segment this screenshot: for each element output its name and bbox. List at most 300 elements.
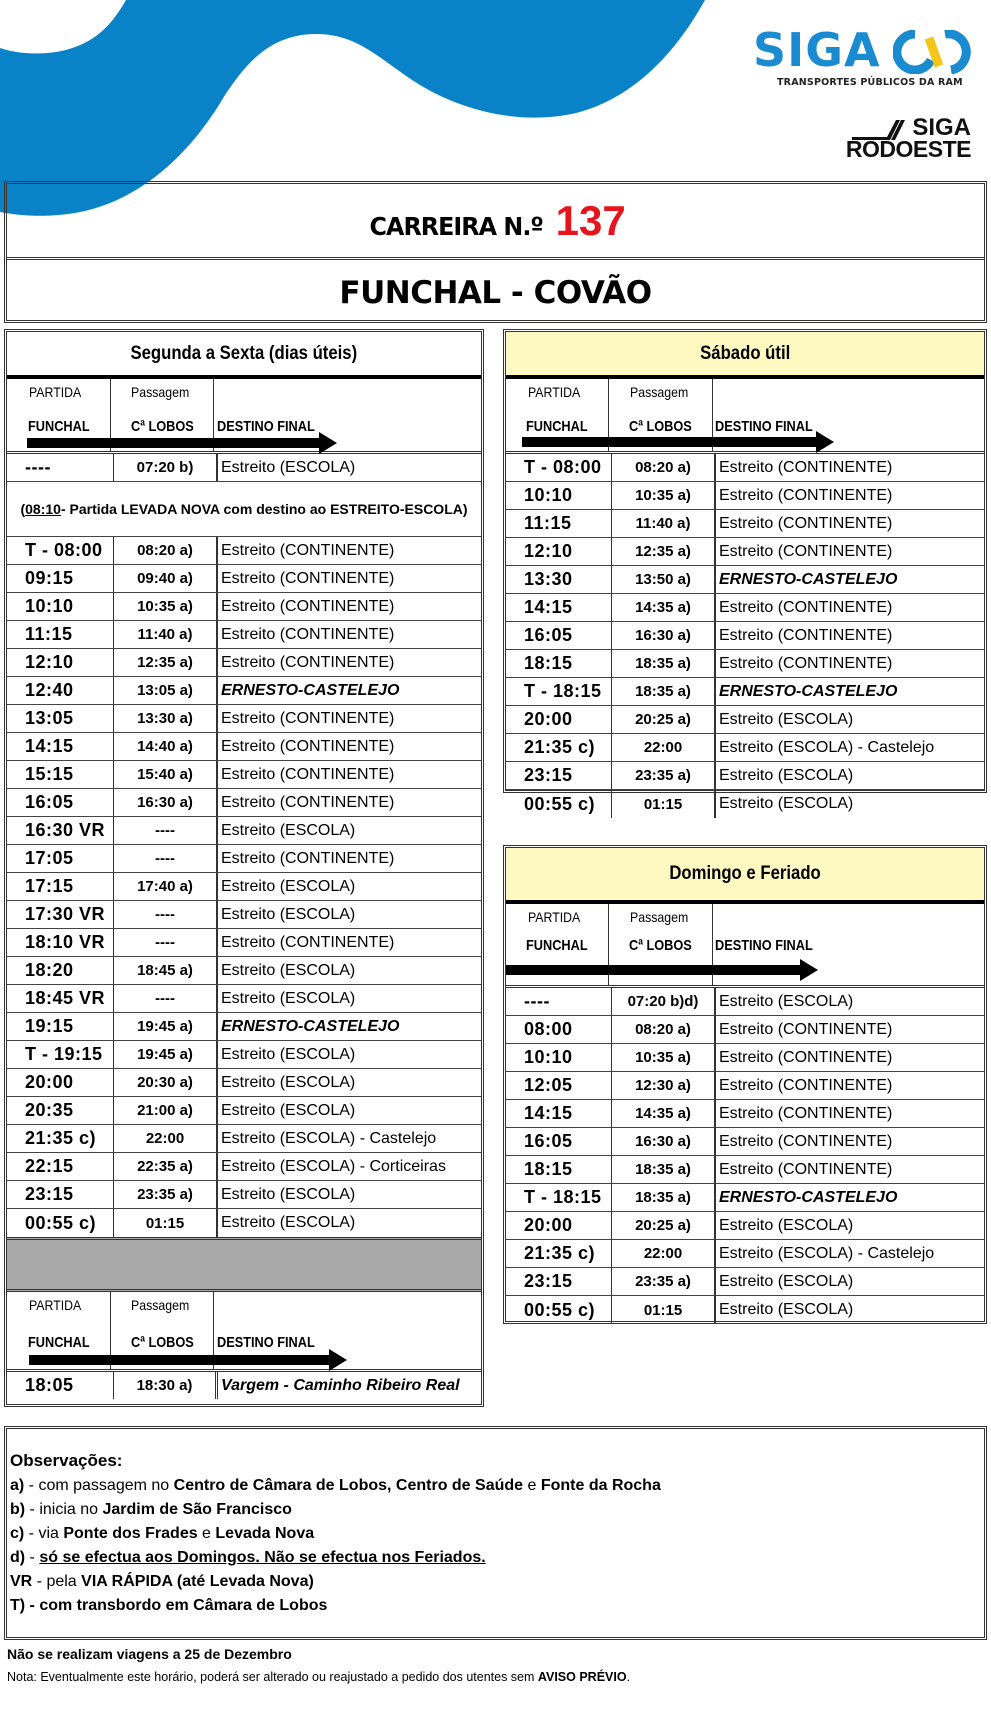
schedule-row	[506, 1128, 984, 1156]
weekday-heading	[7, 332, 481, 379]
departure-time: 17:05	[7, 845, 114, 872]
departure-time: T - 08:00	[7, 537, 114, 564]
schedule-row	[506, 734, 984, 762]
schedule-row	[506, 454, 984, 482]
header-partida: PARTIDA	[29, 1297, 82, 1313]
passage-time: 19:45 a)	[114, 1041, 218, 1068]
schedule-row	[7, 929, 481, 957]
observation-text: Levada Nova	[215, 1525, 315, 1542]
destination: Estreito (CONTINENTE)	[221, 765, 395, 783]
departure-time: 12:10	[506, 538, 612, 565]
passage-time: 18:30 a)	[114, 1372, 218, 1399]
passage-time: 22:00	[612, 1240, 716, 1267]
schedule-row	[506, 790, 984, 818]
direction-arrow-icon	[27, 432, 337, 454]
destination: Estreito (CONTINENTE)	[719, 1020, 893, 1038]
destination: Estreito (CONTINENTE)	[719, 1048, 893, 1066]
passage-time: 14:35 a)	[612, 594, 716, 621]
observation-text: Jardim de São Francisco	[102, 1501, 292, 1518]
passage-time: ----	[114, 985, 218, 1012]
destination: Estreito (ESCOLA)	[719, 1301, 854, 1318]
departure-time: 00:55 c)	[506, 790, 612, 818]
destination: Estreito (CONTINENTE)	[221, 737, 395, 755]
schedule-row	[7, 761, 481, 789]
destination: Estreito (ESCOLA)	[221, 1185, 356, 1203]
passage-time: 23:35 a)	[612, 1268, 716, 1295]
destination: Estreito (CONTINENTE)	[221, 541, 395, 559]
departure-time: 16:30 VR	[7, 817, 114, 844]
schedule-row	[506, 1240, 984, 1268]
departure-time: 19:15	[7, 1013, 114, 1040]
weekday-extra-rows	[7, 1372, 481, 1399]
observation-item	[10, 1570, 984, 1594]
departure-time: 12:40	[7, 677, 114, 704]
destination: Estreito (CONTINENTE)	[221, 793, 395, 811]
schedule-row	[7, 1153, 481, 1181]
passage-time: 12:30 a)	[612, 1072, 716, 1099]
departure-time: 16:05	[506, 622, 612, 649]
destination: Estreito (ESCOLA)	[221, 1073, 356, 1091]
header-funchal: FUNCHAL	[28, 418, 90, 435]
passage-time: 07:20 b)	[114, 454, 218, 481]
schedule-row	[7, 789, 481, 817]
header-passagem: Passagem	[131, 1297, 190, 1313]
departure-time: 23:15	[7, 1181, 114, 1208]
sunday-column-header	[506, 904, 984, 988]
schedule-row	[7, 537, 481, 565]
weekday-rows	[7, 537, 481, 1237]
passage-time: 22:00	[612, 734, 716, 761]
departure-time: 12:10	[7, 649, 114, 676]
observation-text: (até Levada Nova)	[172, 1573, 314, 1590]
weekday-column-header	[7, 379, 481, 454]
passage-time: 12:35 a)	[612, 538, 716, 565]
schedule-row	[7, 454, 481, 482]
no-service-notice: Não se realizam viagens a 25 de Dezembro	[7, 1646, 292, 1662]
departure-time: 20:35	[7, 1097, 114, 1124]
schedule-row	[7, 1125, 481, 1153]
schedule-row	[506, 1156, 984, 1184]
destination: Estreito (ESCOLA)	[719, 710, 854, 728]
passage-time: 16:30 a)	[612, 1128, 716, 1155]
observation-item	[10, 1522, 984, 1546]
destination: Estreito (CONTINENTE)	[719, 486, 893, 504]
passage-time: 08:20 a)	[612, 454, 716, 481]
departure-time: 18:05	[7, 1372, 114, 1399]
carreira-title	[7, 184, 984, 260]
schedule-row	[7, 817, 481, 845]
departure-time: 10:10	[506, 1044, 612, 1071]
departure-time: 11:15	[506, 510, 612, 537]
observations-panel	[4, 1426, 987, 1640]
destination: Estreito (ESCOLA)	[221, 989, 356, 1007]
schedule-row	[506, 1044, 984, 1072]
observation-text: só se efectua aos Domingos. Não se efectua nos Feriados.	[39, 1549, 486, 1566]
destination: Estreito (ESCOLA)	[719, 992, 854, 1010]
passage-time: 14:35 a)	[612, 1100, 716, 1127]
separator-band	[7, 1237, 481, 1292]
schedule-row	[506, 988, 984, 1016]
passage-time: 15:40 a)	[114, 761, 218, 788]
saturday-column-header	[506, 379, 984, 454]
destination: ERNESTO-CASTELEJO	[221, 1017, 400, 1035]
destination: Estreito (ESCOLA) - Castelejo	[719, 1244, 935, 1262]
departure-time: 14:15	[506, 594, 612, 621]
destination: Estreito (ESCOLA)	[221, 458, 356, 476]
destination: Estreito (ESCOLA)	[221, 1045, 356, 1063]
sunday-rows	[506, 988, 984, 1324]
passage-time: 12:35 a)	[114, 649, 218, 676]
passage-time: ----	[114, 845, 218, 872]
passage-time: 22:35 a)	[114, 1153, 218, 1180]
observation-item	[10, 1474, 984, 1498]
schedule-row	[506, 1072, 984, 1100]
passage-time: 23:35 a)	[612, 762, 716, 789]
weekday-extra-column-header	[7, 1292, 481, 1372]
departure-time: 18:20	[7, 957, 114, 984]
observation-key: a)	[10, 1477, 25, 1494]
weekday-note-row	[7, 482, 481, 537]
note-time: 08:10	[25, 501, 61, 517]
passage-time: 08:20 a)	[612, 1016, 716, 1043]
schedule-change-note	[7, 1670, 630, 1684]
departure-time: 14:15	[7, 733, 114, 760]
header-lobos: Cª LOBOS	[629, 418, 692, 435]
weekday-heading-text: Segunda a Sexta (dias úteis)	[130, 342, 358, 364]
note-text: - Partida LEVADA NOVA com destino ao ESTREITO-ESCOLA)	[60, 501, 468, 517]
observation-text: e	[197, 1525, 216, 1542]
passage-time: 18:35 a)	[612, 1184, 716, 1211]
schedule-row	[506, 1296, 984, 1324]
passage-time: ----	[114, 901, 218, 928]
observation-text: - via	[24, 1525, 64, 1542]
destination: Estreito (ESCOLA)	[221, 905, 356, 923]
observations-title: Observações:	[10, 1451, 123, 1470]
departure-time: T - 18:15	[506, 1184, 612, 1211]
destination: Estreito (CONTINENTE)	[221, 933, 395, 951]
observation-text: -	[25, 1549, 40, 1566]
destination: ERNESTO-CASTELEJO	[719, 570, 898, 588]
destination: Estreito (ESCOLA) - Corticeiras	[221, 1157, 446, 1175]
passage-time: 10:35 a)	[612, 482, 716, 509]
destination: Estreito (CONTINENTE)	[221, 849, 395, 867]
departure-time: 22:15	[7, 1153, 114, 1180]
departure-time: 11:15	[7, 621, 114, 648]
note-open: (	[20, 501, 26, 517]
passage-time: 18:35 a)	[612, 678, 716, 705]
destination: Estreito (CONTINENTE)	[719, 598, 893, 616]
schedule-row	[506, 1212, 984, 1240]
passage-time: 23:35 a)	[114, 1181, 218, 1208]
header-lobos: Cª LOBOS	[131, 1334, 194, 1351]
destination: Estreito (ESCOLA)	[221, 1214, 356, 1231]
passage-time: 22:00	[114, 1125, 218, 1152]
departure-time: 17:30 VR	[7, 901, 114, 928]
schedule-row	[7, 705, 481, 733]
destination: Estreito (ESCOLA) - Castelejo	[221, 1129, 437, 1147]
schedule-row	[506, 678, 984, 706]
passage-time: 01:15	[612, 790, 716, 818]
destination: Estreito (CONTINENTE)	[221, 569, 395, 587]
observation-key: T)	[10, 1597, 26, 1614]
destination: Estreito (CONTINENTE)	[221, 709, 395, 727]
departure-time: T - 08:00	[506, 454, 612, 481]
passage-time: 13:05 a)	[114, 677, 218, 704]
passage-time: 10:35 a)	[114, 593, 218, 620]
header-passagem: Passagem	[630, 384, 689, 400]
departure-time: 18:10 VR	[7, 929, 114, 956]
destination: Estreito (CONTINENTE)	[221, 597, 395, 615]
rodoeste-logo-bottom: RODOESTE	[845, 136, 971, 162]
note-end: .	[626, 1670, 631, 1684]
departure-time: 16:05	[506, 1128, 612, 1155]
destination: Estreito (ESCOLA)	[719, 766, 854, 784]
schedule-row	[506, 482, 984, 510]
departure-time: 08:00	[506, 1016, 612, 1043]
saturday-schedule	[503, 329, 987, 814]
schedule-row	[7, 1209, 481, 1237]
passage-time: ----	[114, 817, 218, 844]
passage-time: 21:00 a)	[114, 1097, 218, 1124]
schedule-row	[7, 901, 481, 929]
passage-time: 16:30 a)	[114, 789, 218, 816]
direction-arrow-icon	[29, 1349, 347, 1371]
observation-text: Fonte da Rocha	[540, 1477, 661, 1494]
destination: Estreito (ESCOLA)	[221, 821, 356, 839]
schedule-row	[506, 538, 984, 566]
passage-time: 09:40 a)	[114, 565, 218, 592]
passage-time: 14:40 a)	[114, 733, 218, 760]
header-partida: PARTIDA	[528, 909, 581, 925]
route-name: FUNCHAL - COVÃO	[339, 275, 652, 311]
note-bold: AVISO PRÉVIO	[537, 1670, 627, 1684]
destination: Estreito (CONTINENTE)	[719, 514, 893, 532]
observation-text: Ponte dos Frades	[63, 1525, 198, 1542]
passage-time: 18:35 a)	[612, 1156, 716, 1183]
schedule-row	[7, 677, 481, 705]
departure-time: 20:00	[7, 1069, 114, 1096]
schedule-row	[7, 1372, 481, 1399]
departure-time: ----	[506, 988, 612, 1015]
destination: Estreito (ESCOLA) - Castelejo	[719, 738, 935, 756]
sunday-heading	[506, 848, 984, 904]
destination: Estreito (ESCOLA)	[719, 795, 854, 812]
passage-time: 18:45 a)	[114, 957, 218, 984]
destination: ERNESTO-CASTELEJO	[719, 682, 898, 700]
destination: Estreito (ESCOLA)	[719, 1272, 854, 1290]
departure-time: 00:55 c)	[7, 1209, 114, 1237]
note-text: Nota: Eventualmente este horário, poderá ser alterado ou reajustado a pedido dos utentes sem	[7, 1670, 538, 1684]
header-lobos: Cª LOBOS	[131, 418, 194, 435]
schedule-row	[7, 985, 481, 1013]
destination: Estreito (CONTINENTE)	[719, 626, 893, 644]
header-partida: PARTIDA	[528, 384, 581, 400]
passage-time: 20:30 a)	[114, 1069, 218, 1096]
sunday-heading-text: Domingo e Feriado	[669, 863, 821, 884]
schedule-row	[506, 1016, 984, 1044]
departure-time: T - 19:15	[7, 1041, 114, 1068]
observation-item	[10, 1546, 984, 1570]
departure-time: 10:10	[506, 482, 612, 509]
destination: Estreito (CONTINENTE)	[719, 654, 893, 672]
passage-time: 07:20 b)d)	[612, 988, 716, 1015]
destination: Estreito (CONTINENTE)	[719, 542, 893, 560]
observation-item	[10, 1498, 984, 1522]
schedule-row	[506, 510, 984, 538]
saturday-rows	[506, 454, 984, 818]
siga-logo-text: SIGA	[753, 23, 881, 77]
carreira-number: 137	[555, 196, 626, 244]
weekday-first-row-container	[7, 454, 481, 482]
weekday-schedule	[4, 329, 484, 1407]
schedule-row	[7, 1097, 481, 1125]
passage-time: 17:40 a)	[114, 873, 218, 900]
passage-time: 18:35 a)	[612, 650, 716, 677]
schedule-row	[7, 1013, 481, 1041]
schedule-row	[506, 762, 984, 790]
carreira-label: CARREIRA N.º	[369, 212, 544, 241]
passage-time: 01:15	[114, 1209, 218, 1237]
departure-time: 18:15	[506, 650, 612, 677]
destination: Estreito (CONTINENTE)	[719, 1132, 893, 1150]
departure-time: 13:05	[7, 705, 114, 732]
passage-time: 11:40 a)	[114, 621, 218, 648]
header-destino: DESTINO FINAL	[217, 418, 315, 435]
header-funchal: FUNCHAL	[526, 418, 588, 435]
departure-time: 17:15	[7, 873, 114, 900]
siga-logo	[753, 23, 973, 78]
observation-text: e	[523, 1477, 541, 1494]
observation-key: b)	[10, 1501, 26, 1518]
destination: Estreito (CONTINENTE)	[719, 1104, 893, 1122]
departure-time: 21:35 c)	[7, 1125, 114, 1152]
schedule-row	[506, 1100, 984, 1128]
destination: Estreito (ESCOLA)	[221, 1101, 356, 1119]
schedule-row	[506, 622, 984, 650]
schedule-row	[506, 706, 984, 734]
schedule-row	[506, 650, 984, 678]
header-destino: DESTINO FINAL	[715, 418, 813, 435]
destination: Estreito (CONTINENTE)	[719, 1076, 893, 1094]
schedule-row	[7, 1069, 481, 1097]
direction-arrow-icon	[506, 959, 818, 981]
schedule-row	[506, 1184, 984, 1212]
departure-time: 16:05	[7, 789, 114, 816]
header-destino: DESTINO FINAL	[217, 1334, 315, 1351]
schedule-row	[506, 594, 984, 622]
departure-time: 14:15	[506, 1100, 612, 1127]
departure-time: 21:35 c)	[506, 734, 612, 761]
departure-time: 23:15	[506, 762, 612, 789]
passage-time: 13:30 a)	[114, 705, 218, 732]
schedule-row	[7, 873, 481, 901]
passage-time: 13:50 a)	[612, 566, 716, 593]
rodoeste-logo	[845, 114, 975, 164]
observation-item	[10, 1594, 984, 1618]
destination: Estreito (CONTINENTE)	[719, 458, 893, 476]
passage-time: 19:45 a)	[114, 1013, 218, 1040]
passage-time: 10:35 a)	[612, 1044, 716, 1071]
observation-text: VIA RÁPIDA	[81, 1573, 173, 1590]
departure-time: 18:45 VR	[7, 985, 114, 1012]
destination: Estreito (ESCOLA)	[221, 877, 356, 895]
schedule-row	[7, 733, 481, 761]
passage-time: 01:15	[612, 1296, 716, 1324]
header-lobos: Cª LOBOS	[629, 937, 692, 954]
title-panel	[4, 181, 987, 323]
header-funchal: FUNCHAL	[28, 1334, 90, 1351]
destination: Estreito (CONTINENTE)	[221, 625, 395, 643]
departure-time: 00:55 c)	[506, 1296, 612, 1324]
saturday-heading-text: Sábado útil	[699, 342, 791, 364]
saturday-heading	[506, 332, 984, 379]
schedule-row	[7, 593, 481, 621]
observation-text: - com passagem no	[24, 1477, 174, 1494]
departure-time: 20:00	[506, 1212, 612, 1239]
header-passagem: Passagem	[131, 384, 190, 400]
observation-key: c)	[10, 1525, 25, 1542]
departure-time: 10:10	[7, 593, 114, 620]
departure-time: T - 18:15	[506, 678, 612, 705]
schedule-row	[506, 566, 984, 594]
departure-time: 23:15	[506, 1268, 612, 1295]
observation-key: VR	[10, 1573, 33, 1590]
destination: Estreito (ESCOLA)	[221, 961, 356, 979]
destination: Estreito (CONTINENTE)	[719, 1160, 893, 1178]
passage-time: 16:30 a)	[612, 622, 716, 649]
destination: Vargem - Caminho Ribeiro Real	[221, 1376, 460, 1394]
departure-time: ----	[7, 454, 114, 481]
schedule-row	[7, 565, 481, 593]
header-destino: DESTINO FINAL	[715, 937, 813, 954]
destination: ERNESTO-CASTELEJO	[221, 681, 400, 699]
schedule-row	[7, 621, 481, 649]
observation-text: - pela	[32, 1573, 82, 1590]
departure-time: 15:15	[7, 761, 114, 788]
departure-time: 12:05	[506, 1072, 612, 1099]
destination: ERNESTO-CASTELEJO	[719, 1188, 898, 1206]
destination: Estreito (ESCOLA)	[719, 1216, 854, 1234]
rodoeste-logo-top: SIGA	[912, 114, 971, 141]
schedule-row	[7, 957, 481, 985]
schedule-row	[7, 1181, 481, 1209]
passage-time: 20:25 a)	[612, 1212, 716, 1239]
observation-text: - inicia no	[25, 1501, 103, 1518]
route-title	[7, 260, 984, 320]
observation-text: Centro de Câmara de Lobos, Centro de Saúde	[173, 1477, 524, 1494]
direction-arrow-icon	[522, 431, 834, 453]
departure-time: 20:00	[506, 706, 612, 733]
schedule-row	[506, 1268, 984, 1296]
passage-time: ----	[114, 929, 218, 956]
departure-time: 09:15	[7, 565, 114, 592]
schedule-row	[7, 649, 481, 677]
departure-time: 18:15	[506, 1156, 612, 1183]
header-passagem: Passagem	[630, 909, 689, 925]
passage-time: 20:25 a)	[612, 706, 716, 733]
schedule-row	[7, 845, 481, 873]
observation-text: - com transbordo em Câmara de Lobos	[25, 1597, 328, 1614]
destination: Estreito (CONTINENTE)	[221, 653, 395, 671]
sunday-schedule	[503, 845, 987, 1324]
departure-time: 21:35 c)	[506, 1240, 612, 1267]
departure-time: 13:30	[506, 566, 612, 593]
header-funchal: FUNCHAL	[526, 937, 588, 954]
header-partida: PARTIDA	[29, 384, 82, 400]
schedule-row	[7, 1041, 481, 1069]
siga-rings-icon	[893, 30, 973, 74]
passage-time: 11:40 a)	[612, 510, 716, 537]
